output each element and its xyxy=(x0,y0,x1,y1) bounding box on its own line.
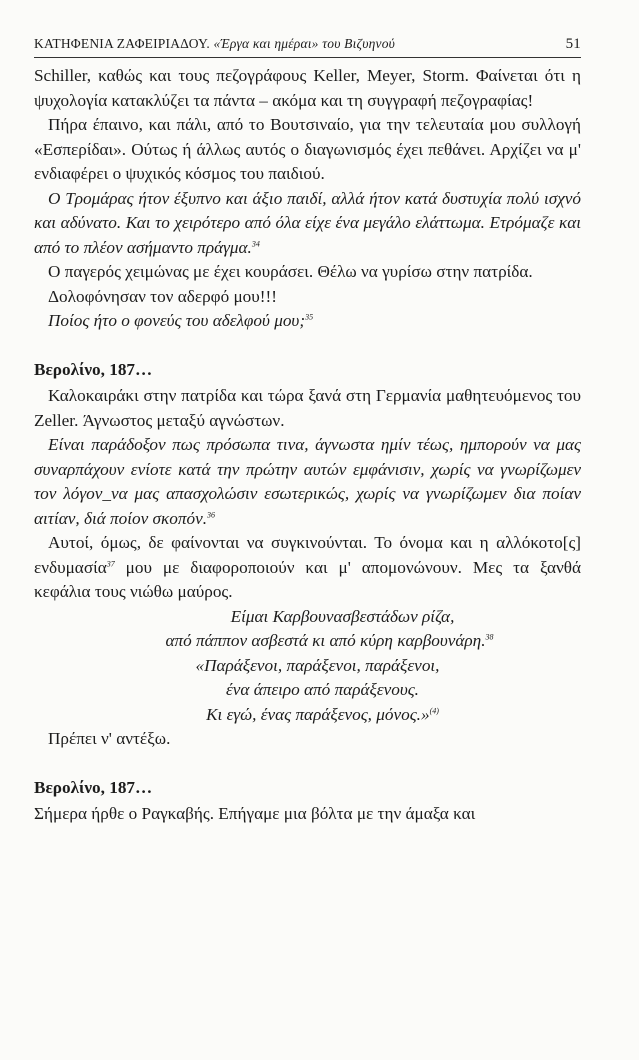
poem-text: Κι εγώ, ένας παράξενος, μόνος.» xyxy=(206,704,430,724)
page-number: 51 xyxy=(565,36,581,52)
poem-line xyxy=(34,703,581,728)
quoted-paragraph xyxy=(34,433,581,531)
poem-text: από πάππον ασβεστά κι από κύρη καρβουνάρη. xyxy=(165,631,486,650)
quote-text: Ποίος ήτο ο φονεύς του αδελφού μου; xyxy=(48,311,306,330)
paragraph: Schiller, καθώς και τους πεζογράφους Keller, Meyer, Storm. Φαίνεται ότι η ψυχολογία κατακλύζει τα πάντα – ακόμα και τη συγγραφή πεζογραφίας! xyxy=(34,66,581,110)
footnote-ref: 35 xyxy=(305,312,314,322)
footnote-ref: (4) xyxy=(429,705,439,715)
poem-line: Είμαι Καρβουνασβεστάδων ρίζα, xyxy=(230,606,455,626)
paragraph: Πήρα έπαινο, και πάλι, από το Βουτσιναίο, για την τελευταία μου συλλογή «Εσπερίδαι». Ούτως ή άλλως αυτός ο διαγωνισμός έχει πεθάνει. Αρχίζει να μ' ενδιαφέρει ο ψυχικός κόσμος του παιδιού. xyxy=(34,115,581,183)
poem-line: «Παράξενοι, παράξενοι, παράξενοι, xyxy=(195,655,440,675)
book-page xyxy=(0,36,639,1060)
quoted-line xyxy=(34,309,581,334)
section-heading: Βερολίνο, 187… xyxy=(34,777,153,797)
section-heading: Βερολίνο, 187… xyxy=(34,359,153,379)
paragraph: Σήμερα ήρθε ο Ραγκαβής. Επήγαμε μια βόλτα με την άμαξα και xyxy=(34,804,476,823)
quote-text: Είναι παράδοξον πως πρόσωπα τινα, άγνωστα ημίν τέως, ημπορούν να μας συναρπάχουν ενίοτε κατά την πρώτην αυτών εμφάνισιν, χωρίς να γνωρίζωμεν τον λόγον_να μας απασχολώσιν εσωτερικώς, χωρίς να γνωρίζωμεν δια ποίαν αιτίαν, διά ποίον σκοπόν. xyxy=(34,435,581,528)
header-author: ΚΑΤΗΦΕΝΙΑ ΖΑΦΕΙΡΙΑΔΟΥ. xyxy=(34,36,210,51)
footnote-ref: 37 xyxy=(106,558,115,568)
running-header xyxy=(34,36,581,58)
poem-line xyxy=(34,629,581,654)
paragraph: Δολοφόνησαν τον αδερφό μου!!! xyxy=(48,286,277,306)
footnote-ref: 38 xyxy=(485,632,494,642)
paragraph: Ο παγερός χειμώνας με έχει κουράσει. Θέλω να γυρίσω στην πατρίδα. xyxy=(48,262,533,281)
quote-text: Ο Τρομάρας ήτον έξυπνο και άξιο παιδί, αλλά ήτον κατά δυστυχία πολύ ισχνό και αδύνατο. Και το χειρότερο από όλα είχε ένα μεγάλο ελάττωμα. Ετρόμαζε και από το πλέον ασήμαντο πράγμα. xyxy=(34,188,581,257)
header-work: «Έργα και ημέραι» του Βιζυηνού xyxy=(213,36,396,51)
text-run: Αυτοί, όμως, δε φαίνονται να συγκινούνται. Το όνομα και η αλλόκοτο[ς] ενδυμασία xyxy=(34,533,581,577)
quoted-paragraph xyxy=(34,187,581,261)
footnote-ref: 34 xyxy=(251,238,260,248)
poem-line: ένα άπειρο από παράξενους. xyxy=(226,680,419,699)
paragraph: Πρέπει ν' αντέξω. xyxy=(48,729,171,748)
paragraph: Καλοκαιράκι στην πατρίδα και τώρα ξανά στη Γερμανία μαθητευόμενος του Zeller. Άγνωστος μεταξύ αγνώστων. xyxy=(34,386,581,430)
page-body xyxy=(34,64,581,827)
footnote-ref: 36 xyxy=(207,509,215,519)
poem xyxy=(34,605,581,728)
header-title xyxy=(34,36,395,52)
text-run: μου με διαφοροποιούν και μ' απομονώνουν. Μες τα ξανθά κεφάλια τους νιώθω μαύρος. xyxy=(34,557,581,601)
paragraph xyxy=(34,531,581,605)
